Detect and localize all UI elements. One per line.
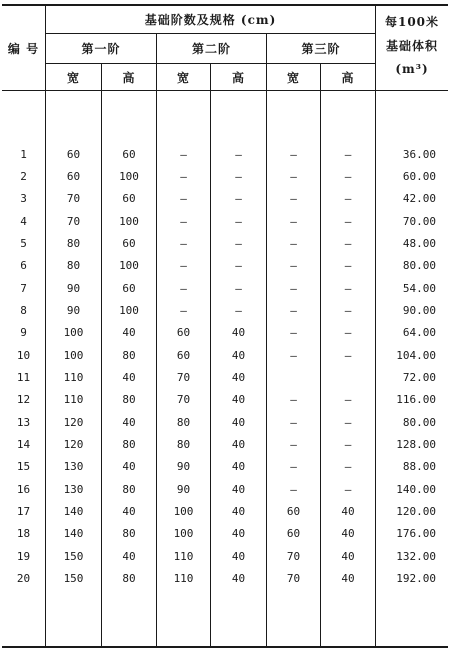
cell-step3-width: 60 bbox=[286, 505, 301, 519]
cell-step2-height: — bbox=[235, 281, 242, 295]
cell-step3-height: — bbox=[344, 438, 352, 452]
cell-step1-height: 60 bbox=[122, 281, 136, 295]
cell-volume: 42.00 bbox=[402, 192, 436, 206]
cell-step2-width: — bbox=[180, 214, 187, 228]
cell-volume: 36.00 bbox=[402, 147, 436, 161]
cell-step1-width: 120 bbox=[63, 438, 84, 452]
cell-step1-width: 150 bbox=[63, 549, 84, 563]
cell-step1-height: 60 bbox=[122, 192, 136, 206]
cell-row-number: 17 bbox=[16, 505, 31, 519]
cell-step2-width: 80 bbox=[176, 438, 191, 452]
volume-header-line1: 每100米 bbox=[384, 14, 440, 29]
cell-step2-height: — bbox=[235, 147, 242, 161]
cell-step2-height: 40 bbox=[231, 572, 246, 586]
cell-step3-width: — bbox=[290, 393, 297, 407]
cell-step3-height: — bbox=[344, 348, 352, 362]
cell-volume: 140.00 bbox=[396, 482, 436, 496]
cell-step2-width: 70 bbox=[176, 371, 191, 384]
cell-step1-height: 80 bbox=[122, 572, 136, 586]
cell-step3-height: — bbox=[344, 393, 352, 407]
cell-step3-width: — bbox=[290, 482, 297, 496]
cell-step1-width: 60 bbox=[66, 147, 81, 161]
cell-step2-height: — bbox=[235, 214, 242, 228]
cell-step3-height: — bbox=[344, 147, 352, 161]
cell-step2-height: 40 bbox=[231, 326, 246, 340]
cell-step3-height: — bbox=[344, 482, 352, 496]
cell-step2-width: 70 bbox=[176, 393, 191, 407]
cell-step3-height: — bbox=[344, 460, 352, 474]
cell-step1-width: 60 bbox=[66, 169, 81, 183]
cell-step1-height: 60 bbox=[122, 147, 136, 161]
cell-volume: 80.00 bbox=[402, 259, 436, 273]
cell-step2-width: 90 bbox=[176, 482, 191, 496]
cell-volume: 176.00 bbox=[396, 527, 436, 541]
cell-step2-width: 110 bbox=[173, 549, 194, 563]
cell-step3-height: 40 bbox=[341, 549, 355, 563]
cell-step1-height: 100 bbox=[119, 303, 139, 317]
cell-step2-height: 40 bbox=[231, 415, 246, 429]
cell-volume: 54.00 bbox=[402, 281, 436, 295]
cell-step1-height: 80 bbox=[122, 482, 136, 496]
cell-row-number: 13 bbox=[16, 415, 31, 429]
cell-row-number: 16 bbox=[16, 482, 31, 496]
bottom-rule bbox=[2, 646, 448, 648]
cell-row-number: 14 bbox=[16, 438, 31, 452]
cell-row-number: 1 bbox=[20, 147, 27, 161]
cell-row-number: 3 bbox=[20, 192, 27, 206]
cell-step3-width: — bbox=[290, 303, 297, 317]
cell-row-number: 12 bbox=[16, 393, 31, 407]
cell-step2-height: 40 bbox=[231, 549, 246, 563]
cell-row-number: 20 bbox=[16, 572, 31, 586]
cell-step2-height: — bbox=[235, 169, 242, 183]
cell-step3-width: — bbox=[290, 259, 297, 273]
cell-step1-width: 110 bbox=[63, 393, 84, 407]
cell-step1-width: 90 bbox=[66, 303, 81, 317]
step3-width-header: 宽 bbox=[286, 70, 300, 85]
cell-step1-width: 90 bbox=[66, 281, 81, 295]
step1-height-header: 高 bbox=[122, 70, 136, 85]
cell-step1-height: 40 bbox=[122, 549, 136, 563]
cell-step3-height: 40 bbox=[341, 505, 355, 519]
cell-step2-height: — bbox=[235, 236, 242, 250]
cell-volume: 120.00 bbox=[396, 505, 436, 519]
cell-step2-height: — bbox=[235, 259, 242, 273]
cell-step1-width: 110 bbox=[63, 371, 84, 384]
cell-step1-height: 60 bbox=[122, 236, 136, 250]
cell-step2-width: 60 bbox=[176, 326, 191, 340]
cell-volume: 90.00 bbox=[402, 303, 436, 317]
cell-step3-height: — bbox=[344, 415, 352, 429]
cell-step1-width: 70 bbox=[66, 192, 81, 206]
cell-step3-width: — bbox=[290, 192, 297, 206]
cell-row-number: 9 bbox=[20, 326, 27, 340]
cell-volume: 70.00 bbox=[402, 214, 436, 228]
cell-volume: 104.00 bbox=[396, 348, 436, 362]
cell-step1-height: 80 bbox=[122, 393, 136, 407]
cell-step2-width: — bbox=[180, 147, 187, 161]
cell-step3-width: — bbox=[290, 236, 297, 250]
cell-step1-height: 80 bbox=[122, 438, 136, 452]
cell-step1-width: 150 bbox=[63, 572, 84, 586]
cell-row-number: 11 bbox=[16, 371, 31, 384]
cell-step3-height: — bbox=[344, 214, 352, 228]
cell-step3-height: — bbox=[344, 326, 352, 340]
step2-header: 第二阶 bbox=[191, 42, 231, 56]
cell-step2-height: 40 bbox=[231, 482, 246, 496]
cell-step2-width: — bbox=[180, 169, 187, 183]
cell-step2-width: 100 bbox=[173, 527, 194, 541]
cell-row-number: 5 bbox=[20, 236, 27, 250]
cell-row-number: 15 bbox=[16, 460, 31, 474]
cell-step3-width: — bbox=[290, 326, 297, 340]
cell-step2-height: 40 bbox=[231, 505, 246, 519]
cell-step3-width: — bbox=[290, 147, 297, 161]
cell-step1-height: 100 bbox=[119, 259, 139, 273]
cell-step1-width: 120 bbox=[63, 415, 84, 429]
cell-step3-width: — bbox=[290, 169, 297, 183]
volume-header-line3: (m³) bbox=[395, 62, 429, 76]
spec-title: 基础阶数及规格 (cm) bbox=[144, 13, 277, 27]
cell-step3-height: — bbox=[344, 236, 352, 250]
cell-step1-width: 100 bbox=[63, 326, 84, 340]
cell-step2-height: 40 bbox=[231, 527, 246, 541]
cell-row-number: 18 bbox=[16, 527, 31, 541]
cell-step1-height: 40 bbox=[122, 326, 136, 340]
cell-step3-height: 40 bbox=[341, 527, 355, 541]
cell-step2-width: — bbox=[180, 259, 187, 273]
cell-row-number: 6 bbox=[20, 259, 27, 273]
cell-step2-height: 40 bbox=[231, 393, 246, 407]
step1-header: 第一阶 bbox=[81, 42, 121, 56]
cell-step3-width: — bbox=[290, 214, 297, 228]
cell-step1-width: 140 bbox=[63, 505, 84, 519]
cell-step1-height: 40 bbox=[122, 505, 136, 519]
cell-row-number: 10 bbox=[16, 348, 31, 362]
cell-step3-width: — bbox=[290, 281, 297, 295]
cell-step2-height: — bbox=[235, 192, 242, 206]
cell-volume: 72.00 bbox=[402, 371, 436, 384]
cell-step2-width: — bbox=[180, 192, 187, 206]
cell-step1-height: 80 bbox=[122, 527, 136, 541]
step2-width-header: 宽 bbox=[176, 70, 190, 85]
cell-row-number: 19 bbox=[16, 549, 31, 563]
cell-volume: 64.00 bbox=[402, 326, 436, 340]
cell-step2-height: 40 bbox=[231, 460, 246, 474]
cell-step1-width: 130 bbox=[63, 460, 84, 474]
cell-step1-height: 100 bbox=[119, 169, 139, 183]
cell-volume: 60.00 bbox=[402, 169, 436, 183]
cell-step3-width bbox=[267, 369, 320, 387]
cell-step3-height: — bbox=[344, 281, 352, 295]
cell-step1-width: 100 bbox=[63, 348, 84, 362]
cell-step2-width: — bbox=[180, 303, 187, 317]
cell-step2-width: 60 bbox=[176, 348, 191, 362]
cell-step1-width: 70 bbox=[66, 214, 81, 228]
cell-step1-height: 40 bbox=[122, 415, 136, 429]
cell-volume: 192.00 bbox=[396, 572, 436, 586]
cell-step2-width: — bbox=[180, 236, 187, 250]
cell-step3-width: — bbox=[290, 348, 297, 362]
cell-step3-height: — bbox=[344, 303, 352, 317]
cell-step3-height: — bbox=[344, 192, 352, 206]
cell-volume: 80.00 bbox=[402, 415, 436, 429]
cell-step2-height: 40 bbox=[231, 348, 246, 362]
header-bottom-rule bbox=[2, 90, 448, 91]
step3-header: 第三阶 bbox=[301, 42, 341, 56]
cell-step3-height: — bbox=[344, 169, 352, 183]
cell-step1-height: 80 bbox=[122, 348, 136, 362]
cell-volume: 128.00 bbox=[396, 438, 436, 452]
cell-step1-width: 130 bbox=[63, 482, 84, 496]
cell-volume: 132.00 bbox=[396, 549, 436, 563]
cell-step3-width: — bbox=[290, 415, 297, 429]
cell-step2-height: 40 bbox=[231, 371, 246, 384]
cell-row-number: 7 bbox=[20, 281, 27, 295]
cell-step2-width: 100 bbox=[173, 505, 194, 519]
cell-step1-width: 80 bbox=[66, 236, 81, 250]
cell-step2-width: 80 bbox=[176, 415, 191, 429]
cell-step1-height: 40 bbox=[122, 460, 136, 474]
cell-step3-width: — bbox=[290, 460, 297, 474]
volume-header-line2: 基础体积 bbox=[385, 38, 438, 53]
cell-volume: 48.00 bbox=[402, 236, 436, 250]
cell-step2-width: 90 bbox=[176, 460, 191, 474]
cell-step2-width: — bbox=[180, 281, 187, 295]
cell-step3-width: — bbox=[290, 438, 297, 452]
id-column-header: 编 号 bbox=[7, 41, 40, 56]
cell-row-number: 2 bbox=[20, 169, 27, 183]
cell-volume: 116.00 bbox=[396, 393, 436, 407]
cell-step3-height: 40 bbox=[341, 572, 355, 586]
cell-volume: 88.00 bbox=[402, 460, 436, 474]
cell-step3-width: 60 bbox=[286, 527, 301, 541]
cell-row-number: 4 bbox=[20, 214, 27, 228]
cell-step3-width: 70 bbox=[286, 572, 301, 586]
cell-step2-width: 110 bbox=[173, 572, 194, 586]
cell-step1-width: 140 bbox=[63, 527, 84, 541]
cell-step3-height: — bbox=[344, 259, 352, 273]
cell-step3-width: 70 bbox=[286, 549, 301, 563]
cell-step1-width: 80 bbox=[66, 259, 81, 273]
step1-width-header: 宽 bbox=[66, 70, 80, 85]
cell-step2-height: — bbox=[235, 303, 242, 317]
cell-step3-height bbox=[321, 369, 375, 387]
cell-row-number: 8 bbox=[20, 303, 27, 317]
step3-height-header: 高 bbox=[341, 70, 355, 85]
cell-step1-height: 100 bbox=[119, 214, 139, 228]
step2-height-header: 高 bbox=[231, 70, 245, 85]
cell-step2-height: 40 bbox=[231, 438, 246, 452]
cell-step1-height: 40 bbox=[122, 371, 136, 384]
